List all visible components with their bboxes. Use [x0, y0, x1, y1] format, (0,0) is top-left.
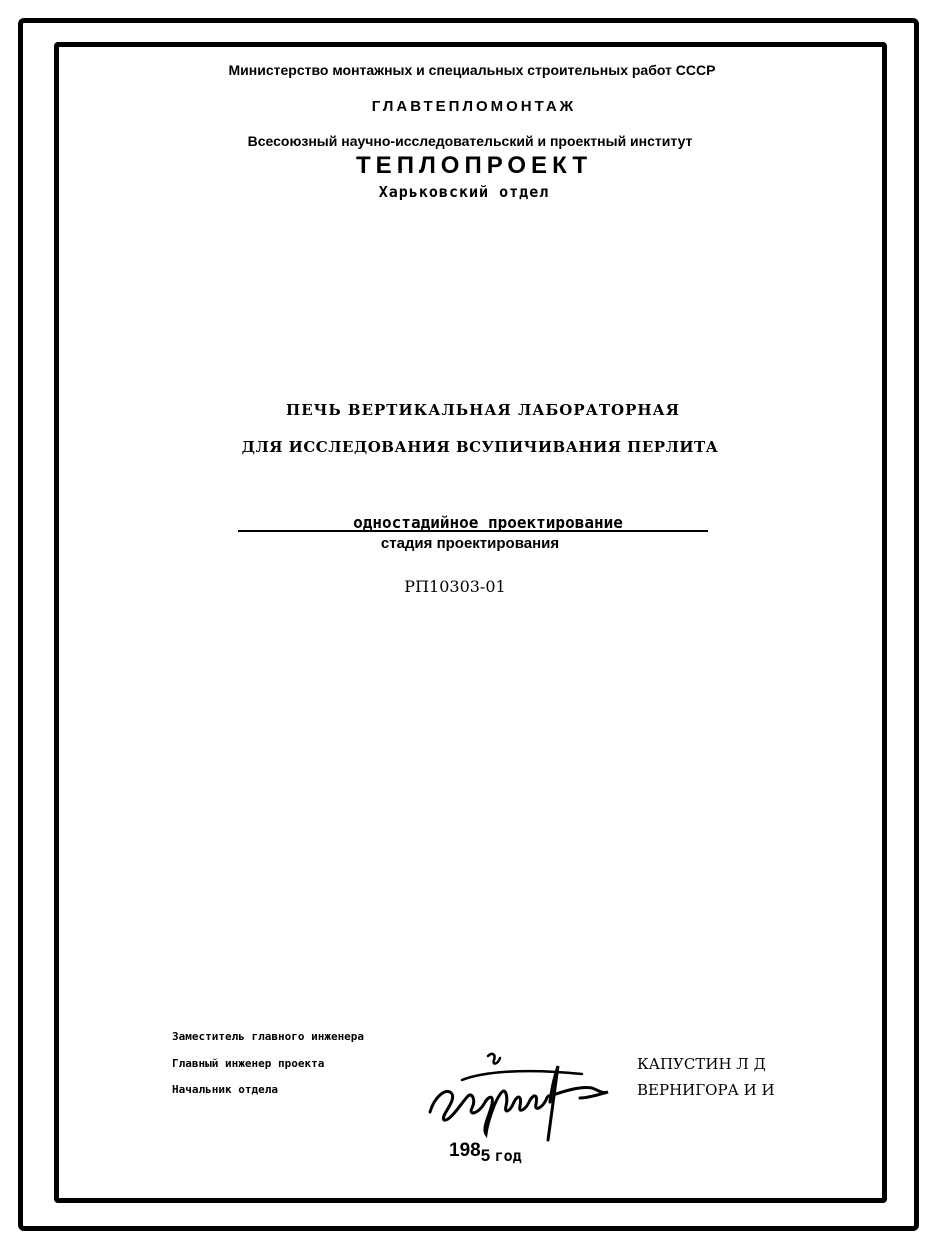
role-chief-project-engineer: Главный инженер проекта: [172, 1057, 325, 1070]
design-stage-underline: [238, 530, 708, 532]
role-deputy-chief-engineer: Заместитель главного инженера: [172, 1030, 365, 1043]
year-word: год: [494, 1147, 522, 1165]
ministry-heading: Министерство монтажных и специальных строительных работ СССР: [228, 62, 716, 78]
document-title-line-2: ДЛЯ ИССЛЕДОВАНИЯ ВСУПИЧИВАНИЯ ПЕРЛИТА: [241, 438, 719, 456]
inner-border: [54, 42, 887, 1203]
institute-heading: Всесоюзный научно-исследовательский и проектный институт: [247, 133, 693, 149]
handwritten-signature: [422, 1050, 622, 1150]
document-title-line-1: ПЕЧЬ ВЕРТИКАЛЬНАЯ ЛАБОРАТОРНАЯ: [286, 401, 680, 419]
document-code: РП10303-01: [404, 577, 506, 596]
department-name: Харьковский отдел: [378, 183, 550, 201]
year-line: [449, 1140, 522, 1165]
name-kapustin: КАПУСТИН Л Д: [637, 1055, 766, 1073]
year-last-digit: 5: [480, 1146, 491, 1165]
role-department-head: Начальник отдела: [172, 1083, 278, 1096]
year-prefix: 198: [449, 1140, 481, 1161]
name-vernigora: ВЕРНИГОРА И И: [637, 1081, 775, 1099]
institute-name: ТЕПЛОПРОЕКТ: [356, 152, 592, 179]
agency-heading: ГЛАВТЕПЛОМОНТАЖ: [371, 98, 577, 115]
design-stage-caption: стадия проектирования: [380, 535, 560, 552]
design-stage-value: одностадийное проектирование: [353, 513, 623, 532]
